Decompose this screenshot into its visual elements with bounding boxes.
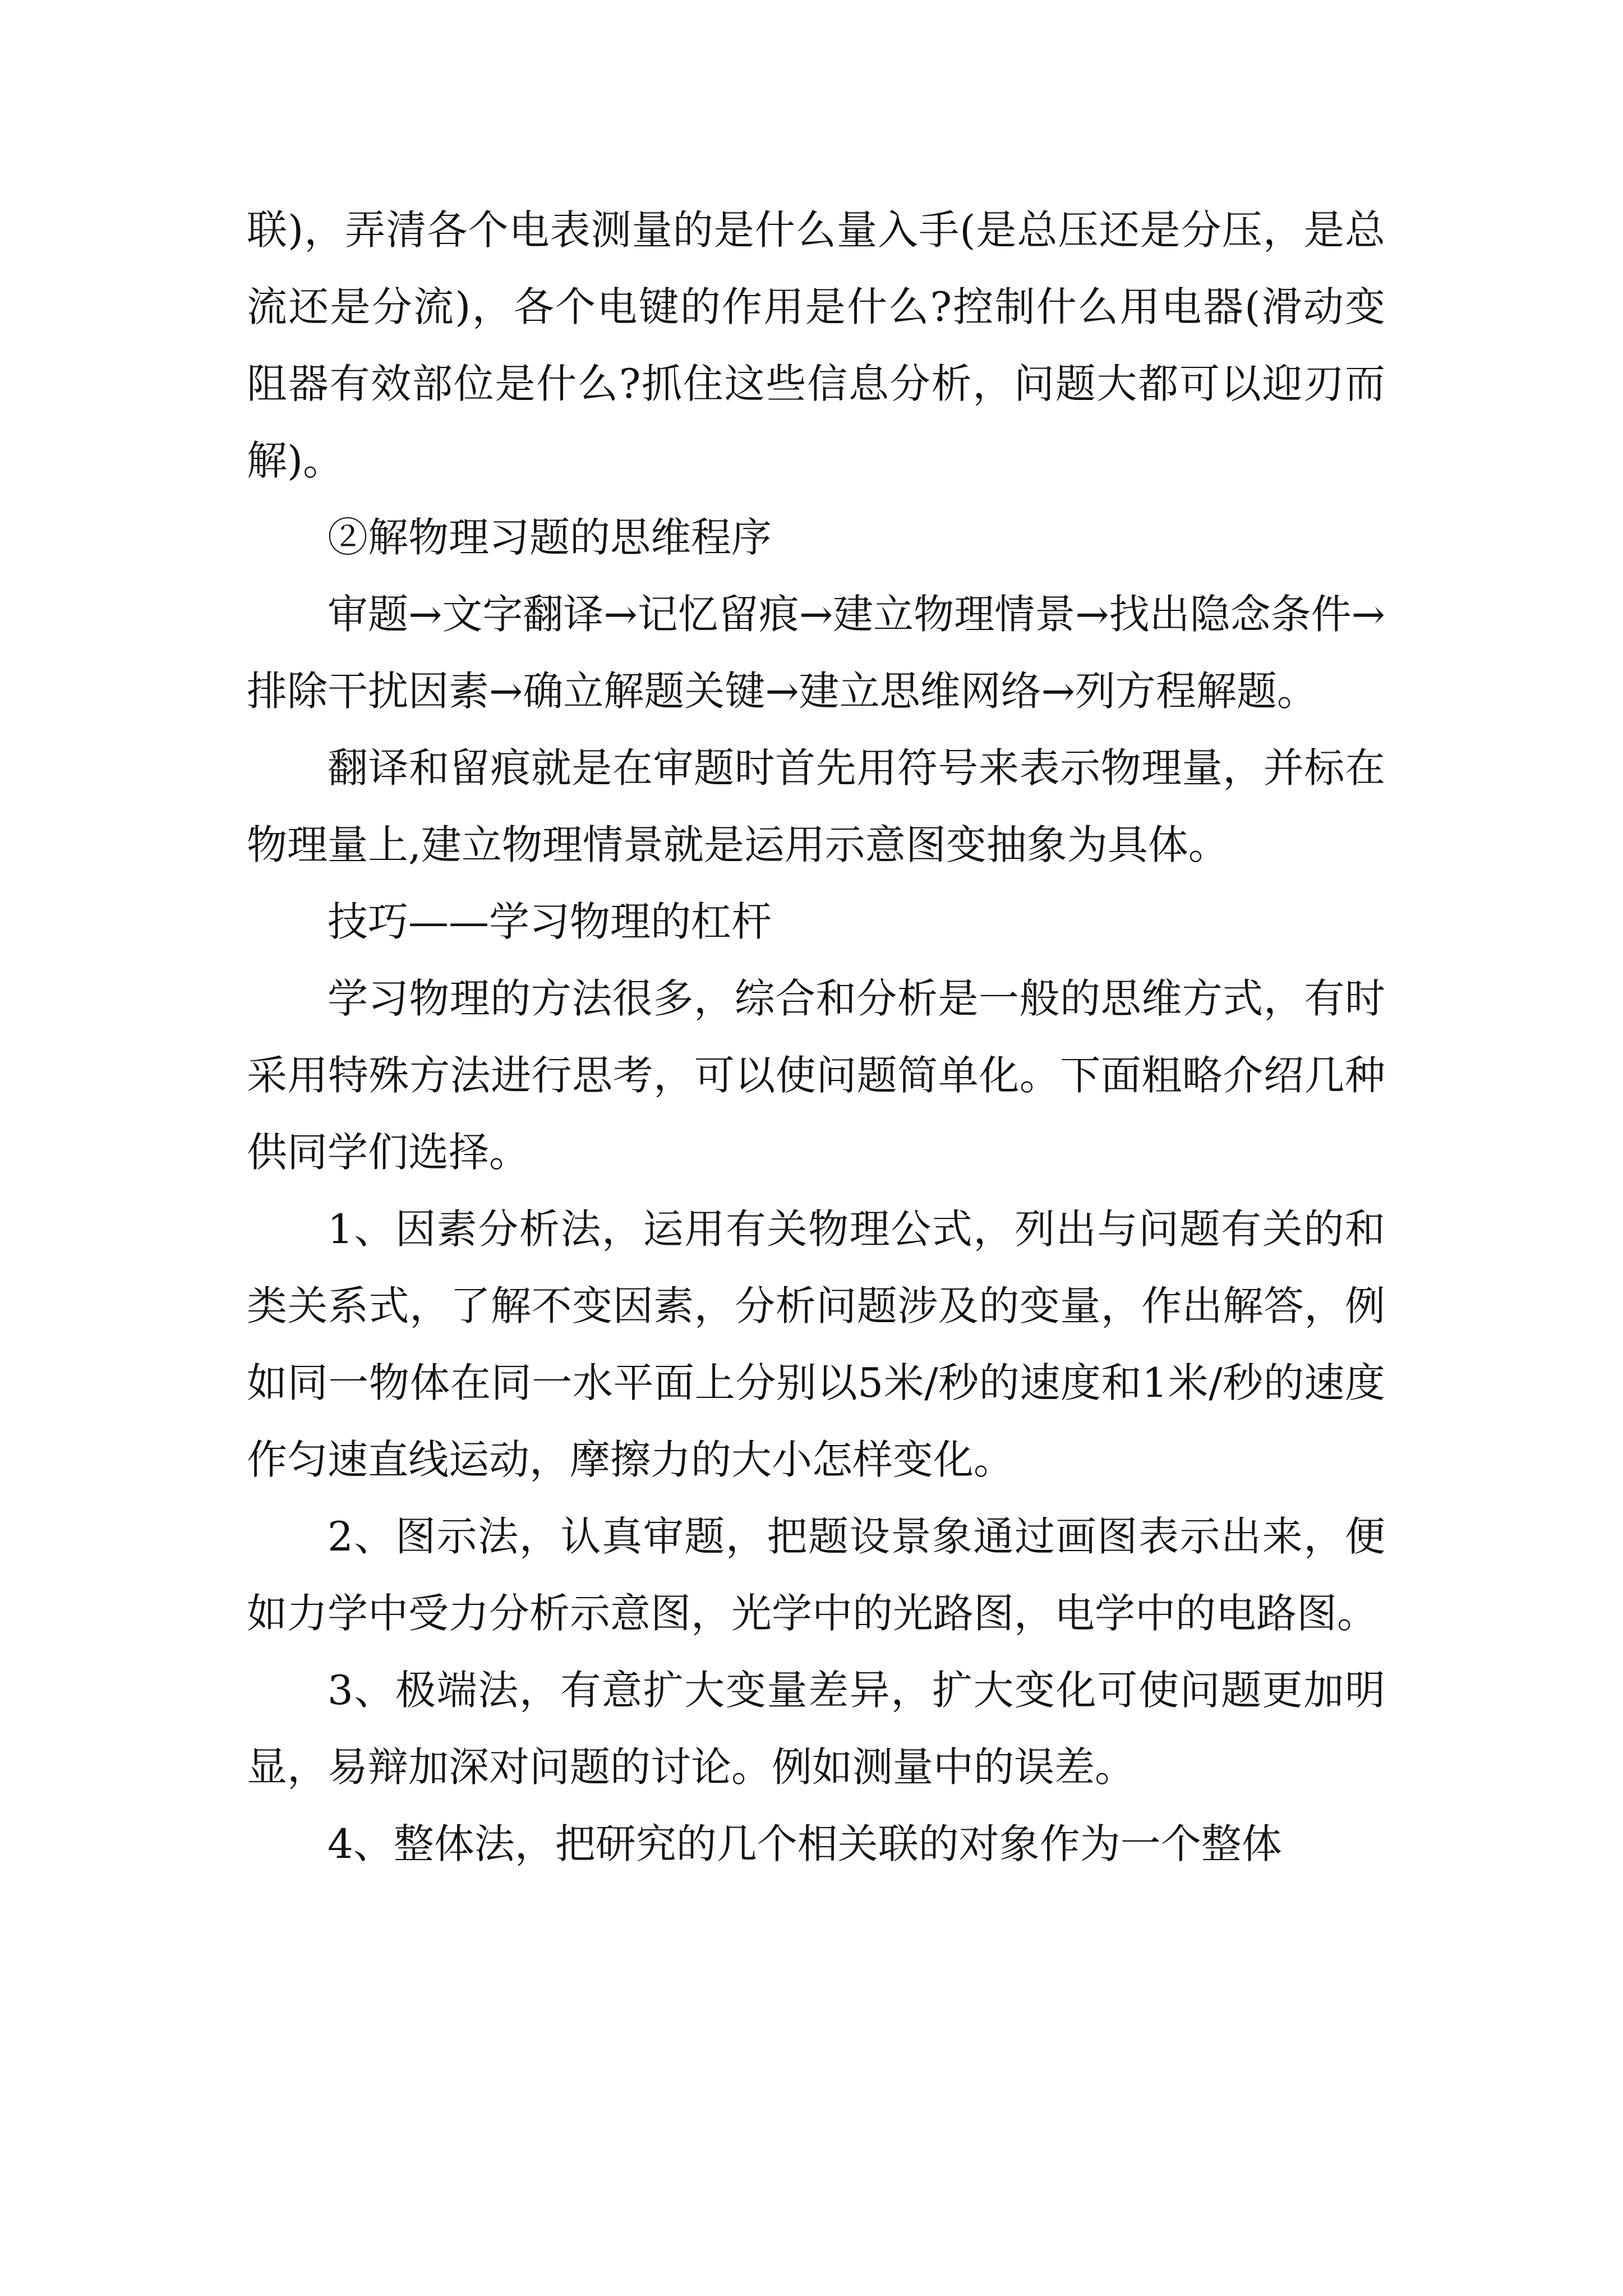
paragraph-procedure-steps: 审题→文字翻译→记忆留痕→建立物理情景→找出隐念条件→排除干扰因素→确立解题关键→建立思维网络→列方程解题。 (247, 591, 1385, 715)
heading-thinking-procedure: ②解物理习题的思维程序 (328, 514, 772, 561)
paragraph-extreme-method: 3、极端法，有意扩大变量差异，扩大变化可使问题更加明显，易辩加深对问题的讨论。例如测量中的误差。 (247, 1667, 1385, 1791)
paragraph-translation-trace: 翻译和留痕就是在审题时首先用符号来表示物理量，并标在物理量上,建立物理情景就是运用示意图变抽象为具体。 (247, 744, 1385, 868)
paragraph-factor-analysis: 1、因素分析法，运用有关物理公式，列出与问题有关的和类关系式，了解不变因素，分析问题涉及的变量，作出解答，例如同一物体在同一水平面上分别以5米/秒的速度和1米/秒的速度作匀速直线运动，摩擦力的大小怎样变化。 (247, 1205, 1385, 1483)
paragraph-circuit-analysis: 联)，弄清各个电表测量的是什么量入手(是总压还是分压，是总流还是分流)，各个电键的作用是什么?控制什么用电器(滑动变阻器有效部位是什么?抓住这些信息分析，问题大都可以迎刃而解)。 (247, 206, 1385, 484)
body-text (247, 192, 1385, 1883)
paragraph-holistic-method: 4、整体法，把研究的几个相关联的对象作为一个整体 (328, 1820, 1282, 1867)
paragraph-diagram-method: 2、图示法，认真审题，把题设景象通过画图表示出来，便如力学中受力分析示意图，光学中的光路图，电学中的电路图。 (247, 1513, 1385, 1637)
paragraph-methods-intro: 学习物理的方法很多，综合和分析是一般的思维方式，有时采用特殊方法进行思考，可以使问题简单化。下面粗略介绍几种供同学们选择。 (247, 975, 1385, 1176)
heading-skills-lever: 技巧——学习物理的杠杆 (328, 898, 772, 945)
